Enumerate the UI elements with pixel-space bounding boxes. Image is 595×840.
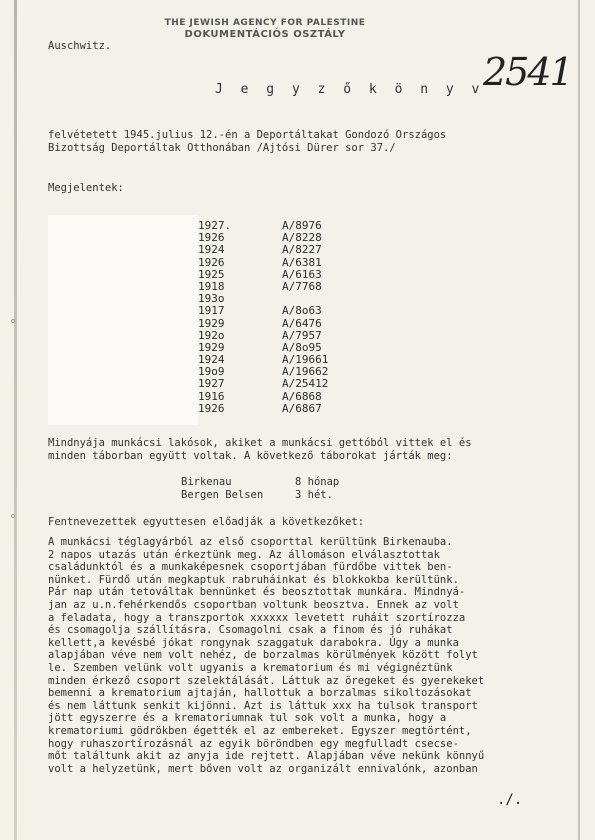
stamp-line-1: THE JEWISH AGENCY FOR PALESTINE — [164, 18, 366, 28]
camp-name: Birkenau — [181, 476, 232, 488]
camp-name: Bergen Belsen — [181, 489, 264, 501]
birth-year: 19o9 — [198, 365, 225, 379]
statement-line: krematoriumi gödrökben égették el az embereket. Egyszer megtörtént, — [48, 725, 472, 737]
camp-duration: 3 hét. — [295, 489, 333, 501]
tattoo-number: A/6163 — [282, 267, 322, 281]
tattoo-number: A/7768 — [282, 279, 322, 293]
statement-line: kellett,a kevésbé jókat rongynak szaggatuk darabokra. Úgy a munka — [48, 636, 459, 649]
birth-year: 1929 — [198, 316, 225, 330]
stamp-line-2: DOKUMENTÁCIÓS OSZTÁLY — [184, 29, 346, 40]
statement-intro: Fentnevezettek egyuttesen előadják a következőket: — [48, 516, 365, 528]
statement-line: és nem láttunk senkit kijönni. Azt is láttuk xxx ha tulsok transport — [48, 699, 478, 712]
birth-year: 1925 — [198, 267, 225, 281]
birth-year: 1926 — [198, 231, 225, 245]
tattoo-number: A/19661 — [282, 353, 329, 367]
page-edge-right — [578, 0, 580, 840]
residents-line: minden táborban együtt voltak. A következő táborokat járták meg: — [48, 450, 453, 462]
tattoo-number: A/8227 — [282, 243, 322, 257]
statement-line: nünket. Fürdő után megkaptuk rabruháinkat és blokkokba kerültünk. — [48, 573, 459, 586]
punch-hole-mark: ⚬ — [8, 510, 18, 523]
page-edge-left — [14, 0, 17, 840]
person-row — [198, 403, 402, 415]
residents-line: Mindnyája munkácsi lakósok, akiket a munkácsi gettóból vittek el és — [48, 437, 472, 449]
statement-line: 2 napos utazás után érkeztünk meg. Az állomáson elválasztottak — [48, 548, 440, 561]
statement-line: bemenni a krematorium ajtaján, hallottuk a borzalmas sikoltozásokat — [48, 687, 472, 700]
tattoo-number: A/6476 — [282, 316, 322, 330]
birth-year: 192o — [198, 328, 225, 342]
person-row — [198, 378, 402, 390]
document-title: J e g y z ő k ö n y v — [215, 82, 485, 97]
present-label: Megjelentek: — [48, 182, 124, 194]
tattoo-number: A/6867 — [282, 401, 322, 415]
birth-year: 1927. — [198, 219, 232, 232]
tattoo-number: A/7957 — [282, 328, 322, 342]
person-row — [198, 244, 402, 256]
statement-line: hogy ruhaszortírozásnál az egyik böröndben egy megfulladt csecse- — [48, 737, 459, 750]
person-row — [198, 318, 402, 330]
person-row — [198, 257, 402, 269]
handwritten-doc-number: 2541 — [483, 50, 572, 94]
statement-line: jött egyszerre és a krematoriumnak tul sok volt a munka, hogy a — [48, 712, 447, 725]
statement-line: Pár nap után tetováltak bennünket és beosztottak munkára. Mindnyá- — [48, 586, 466, 599]
camp-duration: 8 hónap — [295, 476, 340, 488]
tattoo-number: A/8o95 — [282, 340, 322, 354]
statement-line: minden érkező csoport szelektálását. Láttuk az öregeket és gyerekeket — [48, 674, 485, 687]
agency-stamp — [160, 18, 370, 40]
statement-line: A munkácsi téglagyárból az első csoporttal kerültünk Birkenauba. — [48, 536, 453, 548]
continuation-mark: ./. — [497, 792, 523, 808]
location-label: Auschwitz. — [48, 40, 112, 52]
tattoo-number: A/6868 — [282, 389, 322, 403]
tattoo-number: A/8228 — [282, 231, 322, 245]
birth-year: 1927 — [198, 377, 225, 391]
statement-line: le. Szemben velünk volt ugyanis a krematorium és mi végignéztünk — [48, 662, 453, 674]
people-list — [198, 220, 402, 415]
birth-year: 1924 — [198, 243, 225, 257]
statement-line: családunktól és a munkaképesnek csoportjában fürdőbe vittek ben- — [48, 561, 453, 574]
person-row — [198, 305, 402, 317]
birth-year: 1924 — [198, 353, 225, 367]
person-row — [198, 281, 402, 293]
tattoo-number: A/8o63 — [282, 304, 322, 318]
birth-year: 1916 — [198, 389, 225, 403]
birth-year: 1918 — [198, 279, 225, 293]
statement-line: és csomagolja szállításra. Csomagolni csak a finom és jó ruhákat — [48, 624, 453, 637]
tattoo-number: A/6381 — [282, 255, 322, 269]
birth-year: 1926 — [198, 401, 225, 415]
redacted-names-area — [48, 215, 198, 425]
birth-year: 1926 — [198, 255, 225, 269]
intro-line: Bizottság Deportáltak Otthonában /Ajtósi Dürer sor 37./ — [48, 142, 396, 154]
statement-line: alapjában véve nem volt nehéz, de borzalmas körülmények között folyt — [48, 649, 478, 662]
statement-line: volt a helyzetünk, mert bőven volt az organizált ennivalónk, azonban — [48, 762, 478, 775]
intro-line: felvétetett 1945.julius 12.-én a Deportáltakat Gondozó Országos — [48, 129, 447, 141]
statement-line: jan az u.n.fehérkendős csoportban voltunk beosztva. Ennek az volt — [48, 599, 459, 611]
tattoo-number: A/8976 — [282, 219, 322, 232]
tattoo-number: A/25412 — [282, 377, 329, 391]
tattoo-number: A/19662 — [282, 365, 329, 379]
statement-line: mőt találtunk akit az anyja ide rejtett. Alapjában véve nekünk könnyű — [48, 750, 485, 763]
statement-line: a feladata, hogy a transzportok xxxxxx levetett ruháit szortírozza — [48, 611, 466, 624]
person-row — [198, 391, 402, 403]
birth-year: 193o — [198, 292, 225, 306]
birth-year: 1929 — [198, 340, 225, 354]
punch-hole-mark: ⚬ — [8, 315, 18, 328]
birth-year: 1917 — [198, 304, 225, 318]
